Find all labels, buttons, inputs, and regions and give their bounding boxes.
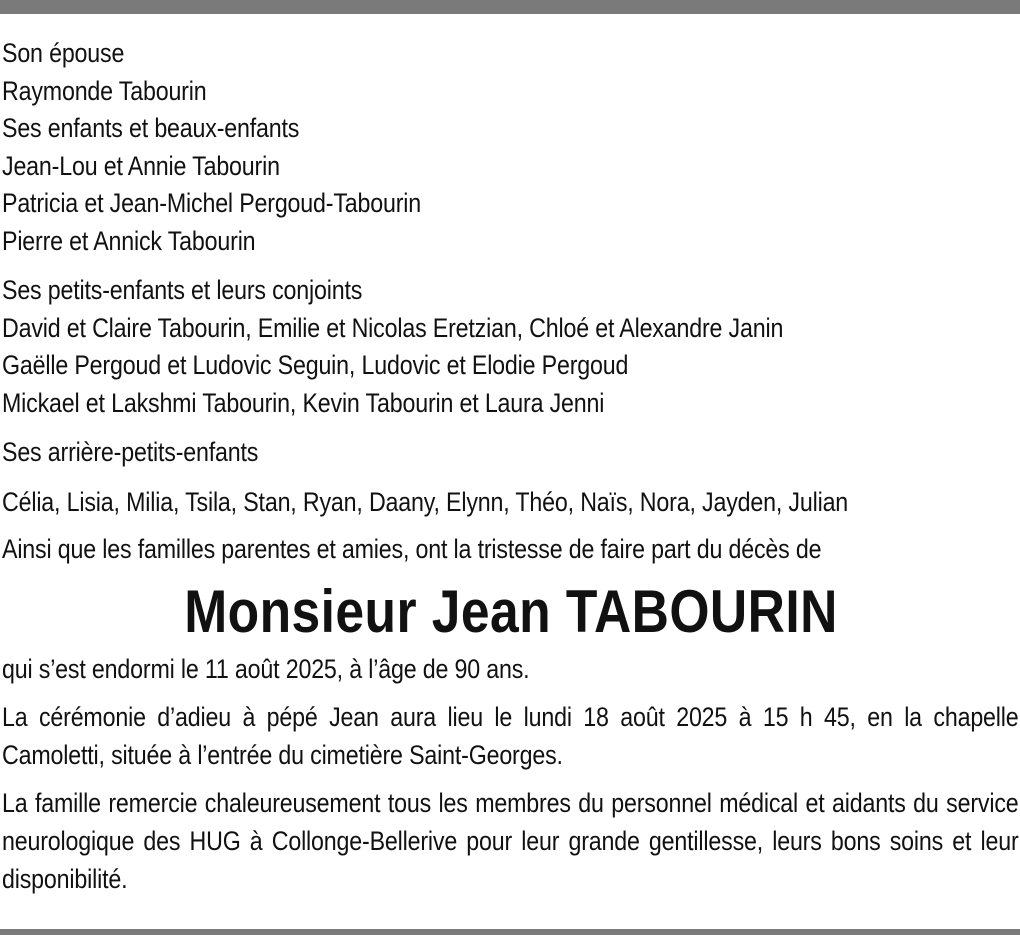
grandchild-line: Mickael et Lakshmi Tabourin, Kevin Tabourin et Laura Jenni [2,387,605,418]
announcement: Ainsi que les familles parentes et amies, ont la tristesse de faire part du décès de [2,534,822,564]
child-line: Patricia et Jean-Michel Pergoud-Tabourin [2,188,422,218]
great-grandchildren-names: Célia, Lisia, Milia, Tsila, Stan, Ryan, Daany, Elynn, Théo, Naïs, Nora, Jayden, Julian [2,486,849,517]
spouse-name: Raymonde Tabourin [2,75,207,106]
spouse-heading: Son épouse [2,38,125,68]
ceremony-details: La cérémonie d’adieu à pépé Jean aura lieu le lundi 18 août 2025 à 15 h 45, en la chapelle Camoletti, située à l’entrée du cimetière Saint-Georges. [2,702,1019,770]
deceased-name: Monsieur Jean TABOURIN [184,577,838,645]
grandchild-line: David et Claire Tabourin, Emilie et Nicolas Eretzian, Chloé et Alexandre Janin [2,312,784,343]
bottom-rule [0,929,1020,935]
grandchildren-heading: Ses petits-enfants et leurs conjoints [2,275,363,305]
child-line: Jean-Lou et Annie Tabourin [2,150,280,181]
great-grandchildren-heading: Ses arrière-petits-enfants [2,437,259,467]
child-line: Pierre et Annick Tabourin [2,225,256,256]
children-heading: Ses enfants et beaux-enfants [2,113,300,143]
grandchild-line: Gaëlle Pergoud et Ludovic Seguin, Ludovic et Elodie Pergoud [2,350,629,380]
obituary-notice [2,35,1020,898]
top-rule [0,0,1020,14]
death-info: qui s’est endormi le 11 août 2025, à l’âge de 90 ans. [2,653,530,684]
family-thanks: La famille remercie chaleureusement tous les membres du personnel médical et aidants du service neurologique des HUG à Collonge-Bellerive pour leur grande gentillesse, leurs bons soins et leur disponibilité. [2,788,1019,894]
